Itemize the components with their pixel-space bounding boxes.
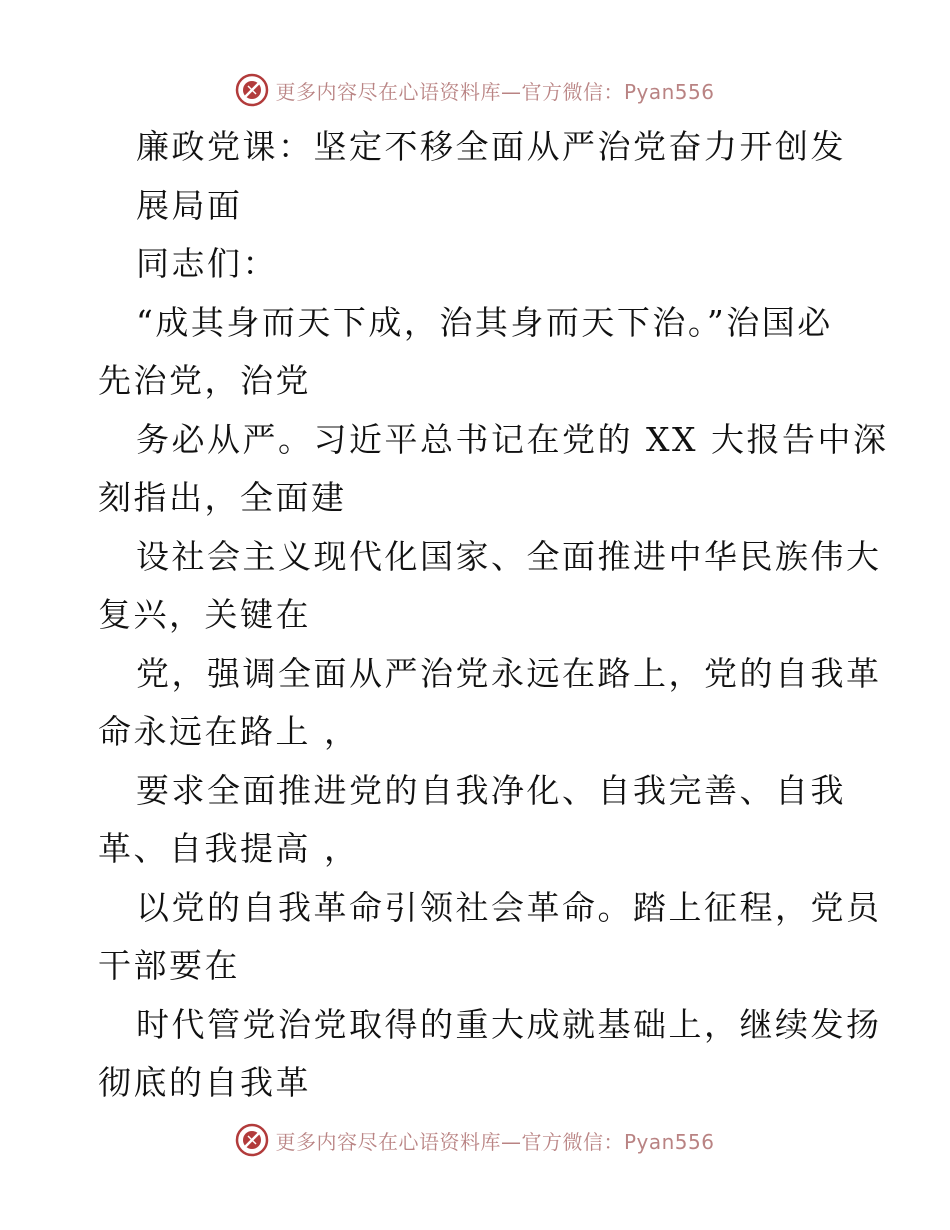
paragraph-line: 彻底的自我革 [98,1063,311,1102]
paragraph-line: 设社会主义现代化国家、全面推进中华民族伟大 [136,536,882,576]
paragraph-line: 复兴，关键在 [98,595,311,634]
paragraph-line: 务必从严。习近平总书记在党的 XX 大报告中深 [136,419,889,459]
paragraph-line: 党，强调全面从严治党永远在路上，党的自我革 [136,653,882,693]
paragraph-line: 要求全面推进党的自我净化、自我完善、自我 [136,770,846,810]
footer-banner-text: 更多内容尽在心语资料库—官方微信：Pyan556 [275,1129,715,1154]
header-banner-text: 更多内容尽在心语资料库—官方微信：Pyan556 [275,79,715,104]
paragraph-line: 革、自我提高 ， [98,829,360,868]
seal-logo-icon [235,1123,269,1157]
title-line-1: 廉政党课：坚定不移全面从严治党奋力开创发 [136,127,846,166]
title-line-2: 展局面 [136,185,243,225]
paragraph-line: 刻指出，全面建 [98,478,347,517]
paragraph-line: “成其身而天下成，治其身而天下治。”治国必 [136,302,833,342]
paragraph-line: 时代管党治党取得的重大成就基础上，继续发扬 [136,1004,882,1044]
paragraph-line: 干部要在 [98,946,240,985]
footer-banner [0,1120,950,1160]
paragraph-line: 先治党，治党 [98,361,311,400]
paragraph-line: 以党的自我革命引领社会革命。踏上征程，党员 [136,887,882,927]
paragraph-line: 命永远在路上 ， [98,712,360,751]
seal-logo-icon [235,73,269,107]
header-banner [0,70,950,110]
document-body [98,118,889,1113]
salutation: 同志们： [136,244,278,283]
